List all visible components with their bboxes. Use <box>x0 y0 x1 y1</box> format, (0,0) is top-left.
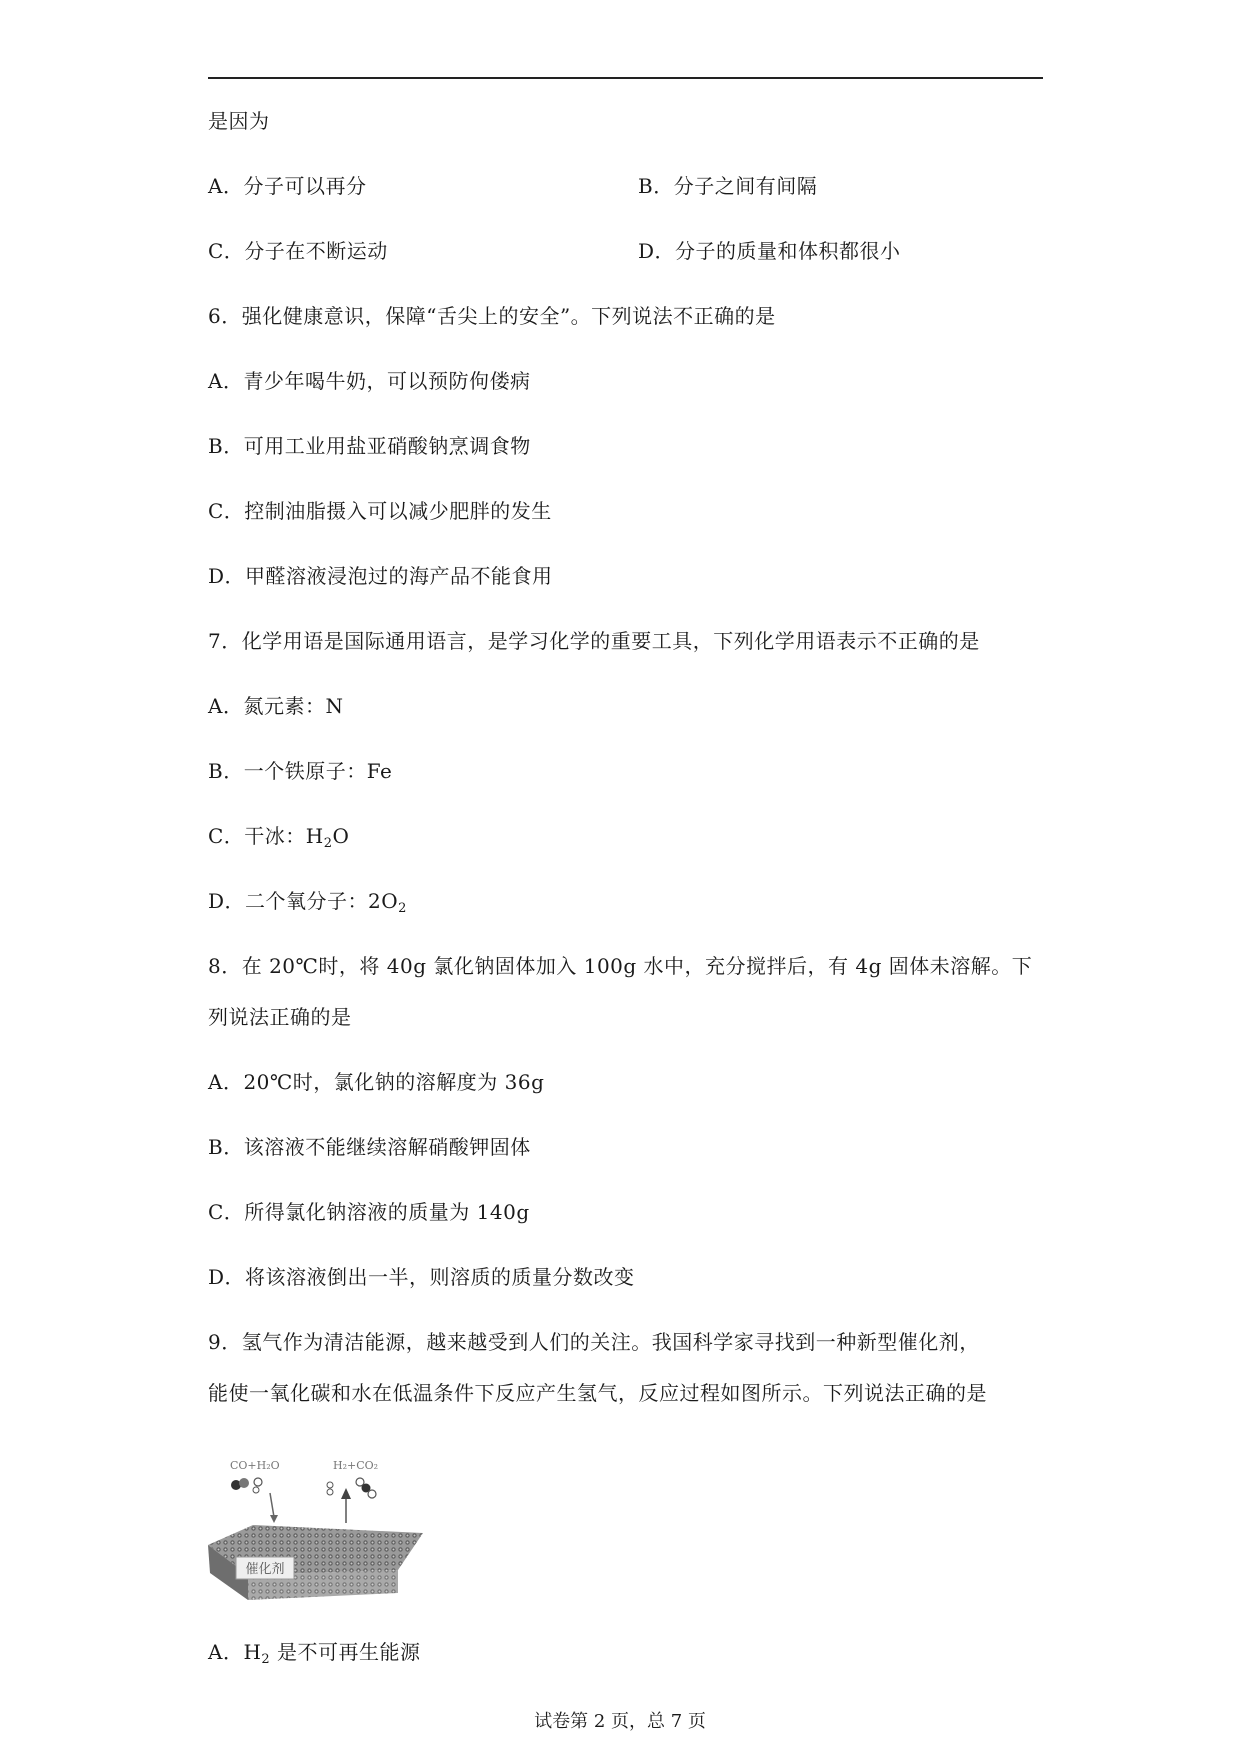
reactants-label: CO+H₂O <box>230 1459 280 1472</box>
q7-option-c-subscript: 2 <box>323 836 333 851</box>
q7-option-c <box>208 822 349 850</box>
question-continuation: 是因为 <box>208 109 270 133</box>
q5-option-b: B．分子之间有间隔 <box>638 174 818 198</box>
q8-option-a: A．20℃时，氯化钠的溶解度为 36g <box>208 1070 545 1094</box>
q5-option-c: C．分子在不断运动 <box>208 239 388 263</box>
product-molecules <box>327 1478 376 1498</box>
q9-option-a <box>208 1638 421 1666</box>
q9-option-a-subscript: 2 <box>261 1652 271 1667</box>
q6-stem: 6．强化健康意识，保障“舌尖上的安全”。下列说法不正确的是 <box>208 304 776 328</box>
q7-option-b: B．一个铁原子：Fe <box>208 759 393 783</box>
q8-option-d: D．将该溶液倒出一半，则溶质的质量分数改变 <box>208 1265 635 1289</box>
q7-option-c-text: C．干冰：H <box>208 824 324 848</box>
page-footer: 试卷第 2 页，总 7 页 <box>534 1711 706 1732</box>
q6-option-b: B．可用工业用盐亚硝酸钠烹调食物 <box>208 434 531 458</box>
q7-stem: 7．化学用语是国际通用语言，是学习化学的重要工具，下列化学用语表示不正确的是 <box>208 629 980 653</box>
q8-option-c: C．所得氯化钠溶液的质量为 140g <box>208 1200 530 1224</box>
q9-option-a-text: A．H <box>208 1640 262 1664</box>
q6-option-d: D．甲醛溶液浸泡过的海产品不能食用 <box>208 564 553 588</box>
q7-option-d-text: D．二个氧分子：2O <box>208 889 399 913</box>
q9-option-a-text-end: 是不可再生能源 <box>270 1640 421 1664</box>
down-arrow-icon <box>270 1493 278 1523</box>
q8-option-b: B．该溶液不能继续溶解硝酸钾固体 <box>208 1135 531 1159</box>
q5-option-d: D．分子的质量和体积都很小 <box>638 239 901 263</box>
q7-option-d-subscript: 2 <box>398 901 407 916</box>
catalyst-reaction-figure <box>208 1455 423 1605</box>
q8-stem-line2: 列说法正确的是 <box>208 1005 352 1029</box>
q9-stem-line2: 能使一氧化碳和水在低温条件下反应产生氢气，反应过程如图所示。下列说法正确的是 <box>208 1381 987 1405</box>
reactant-molecules <box>231 1478 262 1493</box>
q8-stem-line1: 8．在 20℃时，将 40g 氯化钠固体加入 100g 水中，充分搅拌后，有 4g 固体未溶解。下 <box>208 954 1033 978</box>
q7-option-a: A．氮元素：N <box>208 694 344 718</box>
header-rule <box>208 77 1043 79</box>
products-label: H₂+CO₂ <box>333 1459 379 1472</box>
q6-option-a: A．青少年喝牛奶，可以预防佝偻病 <box>208 369 531 393</box>
up-arrow-icon <box>341 1488 351 1523</box>
q5-option-a: A．分子可以再分 <box>208 174 367 198</box>
q7-option-c-text-end: O <box>332 824 350 848</box>
catalyst-label: 催化剂 <box>245 1562 285 1577</box>
q7-option-d <box>208 887 407 915</box>
q6-option-c: C．控制油脂摄入可以减少肥胖的发生 <box>208 499 552 523</box>
q9-stem-line1: 9．氢气作为清洁能源，越来越受到人们的关注。我国科学家寻找到一种新型催化剂， <box>208 1330 980 1354</box>
